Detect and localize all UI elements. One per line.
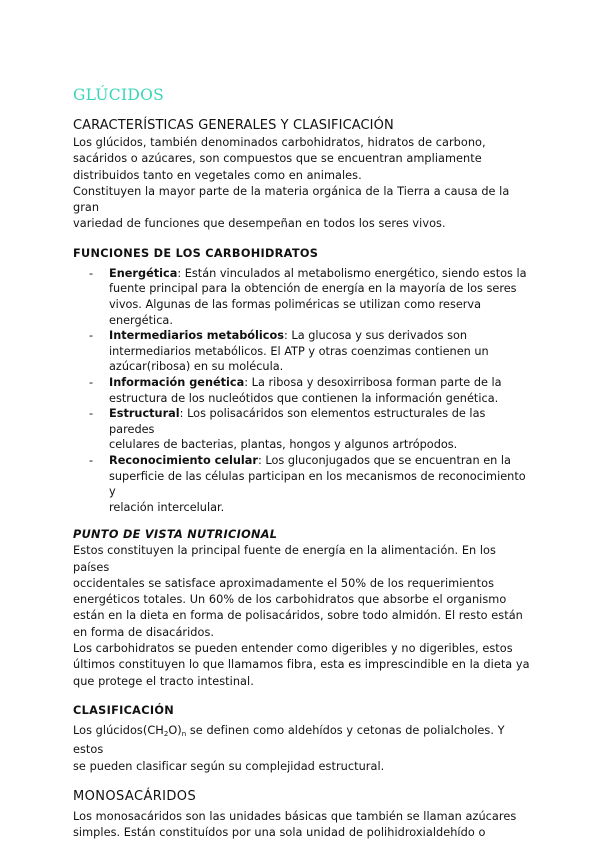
list-item: - Reconocimiento celular: Los gluconjugados que se encuentran en la superficie de las células participan en los mecanismos de reconocimiento y relación intercelular. <box>89 453 526 514</box>
function-term: Energética <box>109 266 178 280</box>
function-term: Intermediarios metabólicos <box>109 329 284 343</box>
document-title: GLÚCIDOS <box>73 86 165 104</box>
general-heading: CARACTERÍSTICAS GENERALES Y CLASIFICACIÓN <box>73 118 394 133</box>
function-term: Reconocimiento celular <box>109 453 258 467</box>
function-term: Información genética <box>109 375 245 389</box>
dash-bullet: - <box>89 407 94 421</box>
document-page <box>73 86 533 841</box>
dash-bullet: - <box>89 329 94 343</box>
list-item: - Energética: Están vinculados al metabolismo energético, siendo estos la fuente principal para la obtención de energía en la mayoría de los seres vivos. Algunas de las formas poliméricas se utilizan como reserva energética. <box>89 266 527 327</box>
nutrition-heading: PUNTO DE VISTA NUTRICIONAL <box>73 528 278 542</box>
list-item: - Estructural: Los polisacáridos son elementos estructurales de las paredes celulares de bacterias, plantas, hongos y algunos artrópodos. <box>89 407 486 452</box>
function-term: Estructural <box>109 407 180 421</box>
dash-bullet: - <box>89 375 94 389</box>
functions-heading: FUNCIONES DE LOS CARBOHIDRATOS <box>73 246 319 260</box>
dash-bullet: - <box>89 453 94 467</box>
classification-paragraph: Los $glúcidos(CH_2O)_n$ se definen como aldehídos y cetonas de polialcholes. Y estos se pueden clasificar según su complejidad estructural. <box>73 723 505 773</box>
mono-paragraph: Los monosacáridos son las unidades básicas que también se llaman azúcares simples. Están constituídos por una sola unidad de polihidroxialdehído o <box>73 809 517 840</box>
list-item: - Intermediarios metabólicos: La glucosa y sus derivados son intermediarios metabólicos. El ATP y otras coenzimas contienen un azúcar(ribosa) en su molécula. <box>89 329 489 374</box>
list-item: - Información genética: La ribosa y desoxirribosa forman parte de la estructura de los nucleótidos que contienen la información genética. <box>89 375 502 405</box>
mono-heading: MONOSACÁRIDOS <box>73 788 197 804</box>
functions-list <box>73 266 533 516</box>
dash-bullet: - <box>89 266 94 280</box>
general-paragraph: Los glúcidos, también denominados carbohidratos, hidratos de carbono, sacáridos o azúcares, son compuestos que se encuentran ampliamente distribuidos tanto en vegetales como en animales. Constituyen la mayor parte de la materia orgánica de la Tierra a causa de la gran variedad de funciones que desempeñan en todos los seres vivos. <box>73 136 510 231</box>
classification-heading: CLASIFICACIÓN <box>73 703 174 717</box>
nutrition-paragraph: Estos constituyen la principal fuente de energía en la alimentación. En los países occidentales se satisface aproximadamente el 50% de los requerimientos energéticos totales. Un 60% de los carbohidratos que absorbe el organismo están en la dieta en forma de polisacáridos, sobre todo almidón. El resto están en forma de disacáridos. Los carbohidratos se pueden entender como digeribles y no digeribles, estos últimos constituyen lo que llamamos fibra, esta es imprescindible en la dieta ya que protege el tracto intestinal. <box>73 544 530 688</box>
